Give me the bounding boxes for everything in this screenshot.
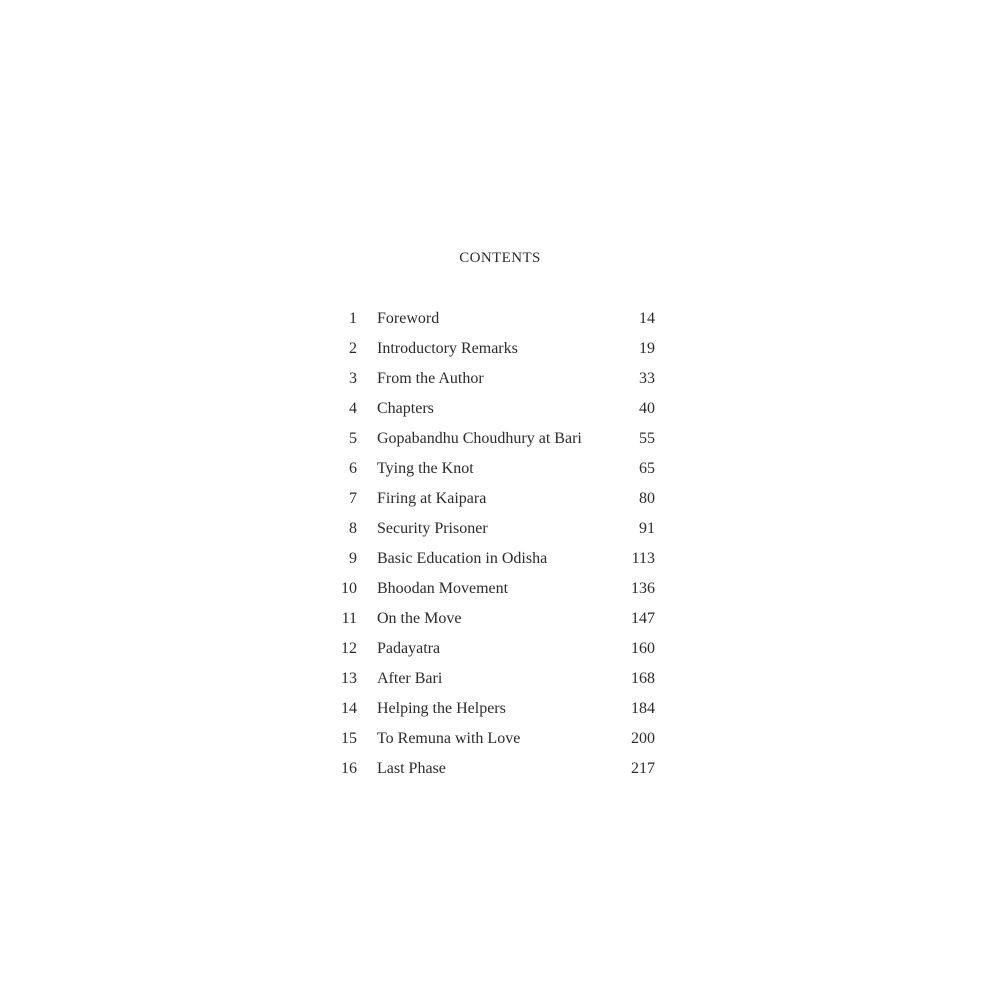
- entry-title: Gopabandhu Choudhury at Bari: [377, 430, 582, 447]
- entry-title: Tying the Knot: [377, 460, 474, 477]
- entry-title: After Bari: [377, 670, 443, 687]
- entry-page-number: 65: [639, 460, 655, 477]
- toc-entry: [330, 667, 660, 697]
- entry-number: 1: [349, 310, 357, 327]
- entry-title: Helping the Helpers: [377, 700, 506, 717]
- toc-entry: [330, 727, 660, 757]
- entry-number: 8: [349, 520, 357, 537]
- entry-number: 15: [341, 730, 357, 747]
- entry-title: From the Author: [377, 370, 484, 387]
- entry-page-number: 147: [631, 610, 655, 627]
- entry-page-number: 55: [639, 430, 655, 447]
- entry-page-number: 217: [631, 760, 655, 777]
- toc-entry: [330, 517, 660, 547]
- entry-number: 10: [341, 580, 357, 597]
- entry-title: Introductory Remarks: [377, 340, 518, 357]
- toc-entry: [330, 367, 660, 397]
- toc-entry: [330, 697, 660, 727]
- toc-entry: [330, 307, 660, 337]
- entry-number: 13: [341, 670, 357, 687]
- entry-page-number: 80: [639, 490, 655, 507]
- toc-entry: [330, 487, 660, 517]
- toc-entry: [330, 397, 660, 427]
- entry-number: 6: [349, 460, 357, 477]
- toc-entry: [330, 577, 660, 607]
- entry-page-number: 168: [631, 670, 655, 687]
- toc-entry: [330, 427, 660, 457]
- entry-title: Chapters: [377, 400, 434, 417]
- toc-entry: [330, 757, 660, 787]
- entry-title: Bhoodan Movement: [377, 580, 509, 597]
- entry-title: Firing at Kaipara: [377, 490, 487, 507]
- entry-page-number: 200: [631, 730, 655, 747]
- entry-title: To Remuna with Love: [377, 730, 521, 747]
- entry-number: 7: [349, 490, 357, 507]
- entry-page-number: 136: [631, 580, 655, 597]
- entry-number: 5: [349, 430, 357, 447]
- page-title: CONTENTS: [459, 250, 541, 266]
- entry-title: Padayatra: [377, 640, 441, 657]
- toc-entry: [330, 457, 660, 487]
- entry-page-number: 91: [639, 520, 655, 537]
- entry-title: Foreword: [377, 310, 440, 327]
- entry-page-number: 19: [639, 340, 655, 357]
- entry-number: 12: [341, 640, 357, 657]
- entry-number: 14: [341, 700, 357, 717]
- toc-entry: [330, 607, 660, 637]
- entry-page-number: 40: [639, 400, 655, 417]
- entry-number: 3: [349, 370, 357, 387]
- entry-page-number: 33: [639, 370, 655, 387]
- toc-entry: [330, 637, 660, 667]
- entry-page-number: 113: [631, 550, 655, 567]
- entry-number: 2: [349, 340, 357, 357]
- entry-number: 11: [341, 610, 357, 627]
- entry-page-number: 14: [639, 310, 655, 327]
- entry-title: Basic Education in Odisha: [377, 550, 548, 567]
- entry-title: Security Prisoner: [377, 520, 488, 537]
- entry-number: 16: [341, 760, 357, 777]
- entry-title: Last Phase: [377, 760, 446, 777]
- entry-page-number: 184: [631, 700, 655, 717]
- toc-list: [330, 307, 660, 787]
- entry-number: 9: [349, 550, 357, 567]
- entry-title: On the Move: [377, 610, 462, 627]
- toc-entry: [330, 547, 660, 577]
- entry-page-number: 160: [631, 640, 655, 657]
- toc-entry: [330, 337, 660, 367]
- entry-number: 4: [349, 400, 357, 417]
